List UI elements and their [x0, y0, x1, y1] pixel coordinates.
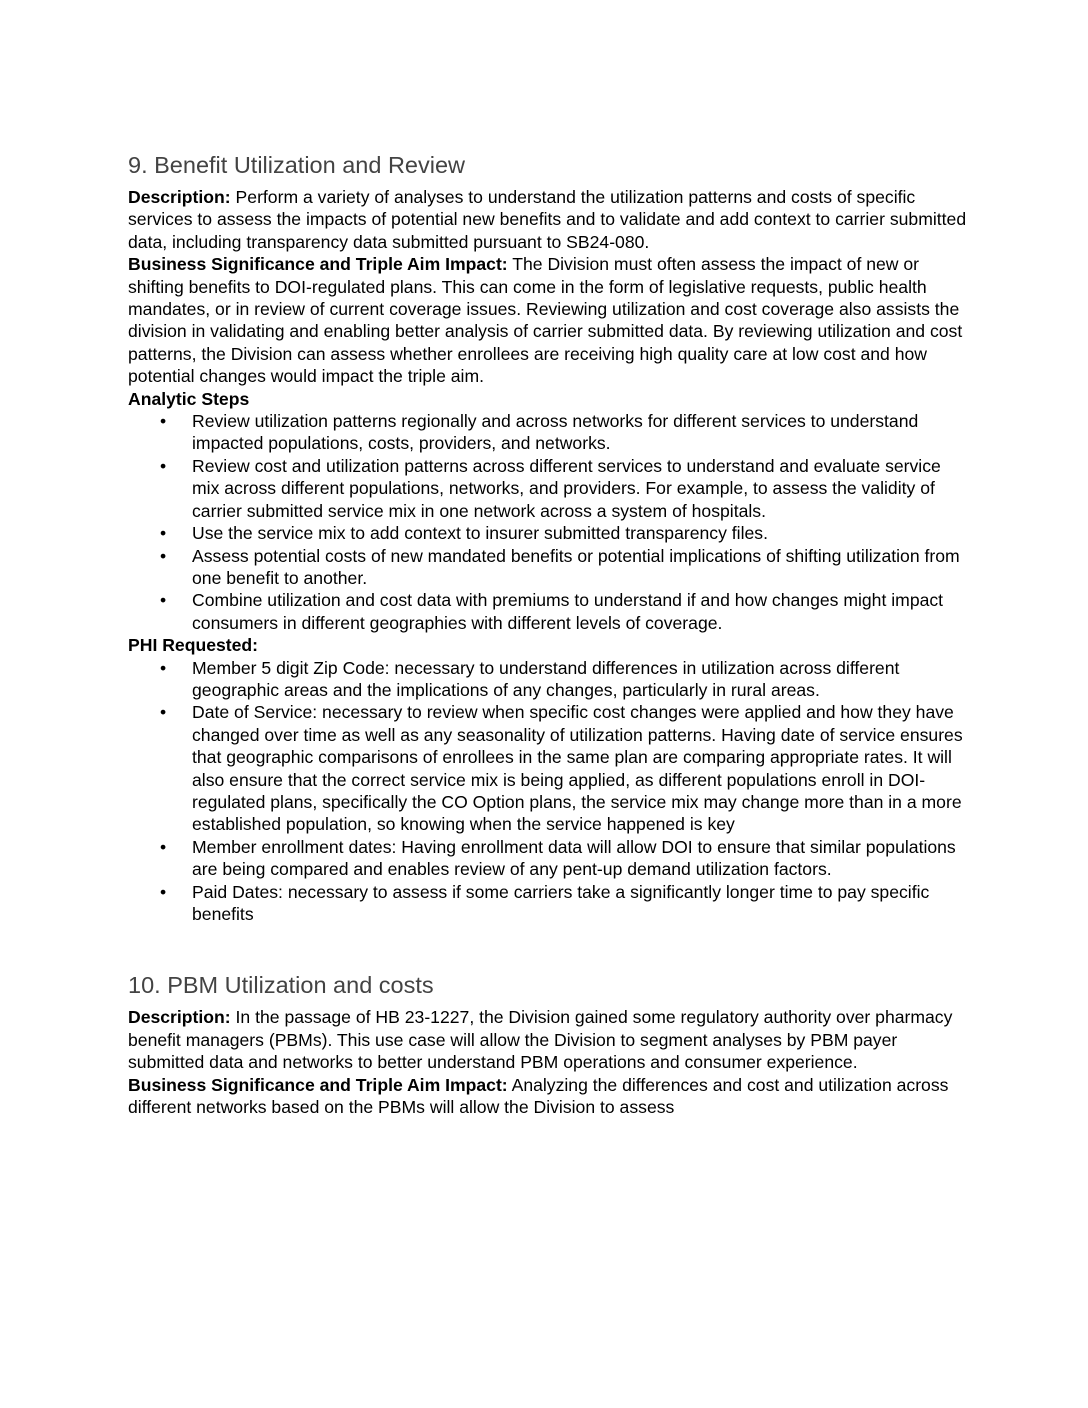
- analytic-steps-label: Analytic Steps: [128, 388, 250, 409]
- description-text: In the passage of HB 23-1227, the Division gained some regulatory authority over pharmacy benefit managers (PBMs). This use case will allow the Division to segment analyses by PBM payer submitted data and networks to better understand PBM operations and consumer experience.: [128, 1007, 953, 1073]
- significance-text: The Division must often assess the impact of new or shifting benefits to DOI-regulated plans. This can come in the form of legislative requests, public health mandates, or in review of current coverage issues. Reviewing utilization and cost coverage also assists the division in validating and enabling better analysis of carrier submitted data. By reviewing utilization and cost patterns, the Division can assess whether enrollees are receiving high quality care at low cost and how potential changes would impact the triple aim.: [128, 254, 963, 387]
- description-label: Description:: [128, 187, 231, 207]
- list-item: • Review utilization patterns regionally and across networks for different services to understand impacted populations, costs, providers, and networks.: [192, 410, 968, 455]
- list-item: • Date of Service: necessary to review when specific cost changes were applied and how they have changed over time as well as any seasonality of utilization patterns. Having date of service ensures that geographic comparisons of enrollees in the same plan are comparing appropriate rates. It will also ensure that the correct service mix is being applied, as different populations enroll in DOI-regulated plans, specifically the CO Option plans, the service mix may change more than in a more established population, so knowing when the service happened is key: [192, 701, 968, 835]
- analytic-steps-list: [128, 410, 968, 634]
- section-10-significance: [128, 1074, 968, 1119]
- list-item: • Paid Dates: necessary to assess if some carriers take a significantly longer time to pay specific benefits: [192, 881, 968, 926]
- list-item: • Member 5 digit Zip Code: necessary to understand differences in utilization across different geographic areas and the implications of any changes, particularly in rural areas.: [192, 657, 968, 702]
- list-item: • Assess potential costs of new mandated benefits or potential implications of shifting utilization from one benefit to another.: [192, 545, 968, 590]
- list-item: • Review cost and utilization patterns across different services to understand and evaluate service mix across different populations, networks, and providers. For example, to assess the validity of carrier submitted service mix in one network across a system of hospitals.: [192, 455, 968, 522]
- description-text: Perform a variety of analyses to understand the utilization patterns and costs of specific services to assess the impacts of potential new benefits and to validate and add context to carrier submitted data, including transparency data submitted pursuant to SB24-080.: [128, 187, 967, 252]
- phi-requested-list: [128, 657, 968, 926]
- list-item: • Combine utilization and cost data with premiums to understand if and how changes might impact consumers in different geographies with different levels of coverage.: [192, 589, 968, 634]
- significance-text: Analyzing the differences and cost and utilization across different networks based on the PBMs will allow the Division to assess: [128, 1074, 949, 1118]
- description-label: Description:: [128, 1007, 231, 1028]
- significance-label: Business Significance and Triple Aim Impact:: [128, 254, 508, 275]
- section-9-heading: 9. Benefit Utilization and Review: [128, 152, 466, 178]
- significance-label: Business Significance and Triple Aim Impact:: [128, 1074, 508, 1095]
- list-item: • Use the service mix to add context to insurer submitted transparency files.: [192, 522, 968, 544]
- phi-requested-label: PHI Requested:: [128, 635, 259, 656]
- section-10-description: [128, 1006, 968, 1073]
- section-10-heading: 10. PBM Utilization and costs: [128, 972, 434, 999]
- section-9-description: [128, 186, 968, 253]
- section-9-significance: [128, 253, 968, 387]
- document-page: [128, 150, 968, 1118]
- list-item: • Member enrollment dates: Having enrollment data will allow DOI to ensure that similar populations are being compared and enables review of any pent-up demand utilization factors.: [192, 836, 968, 881]
